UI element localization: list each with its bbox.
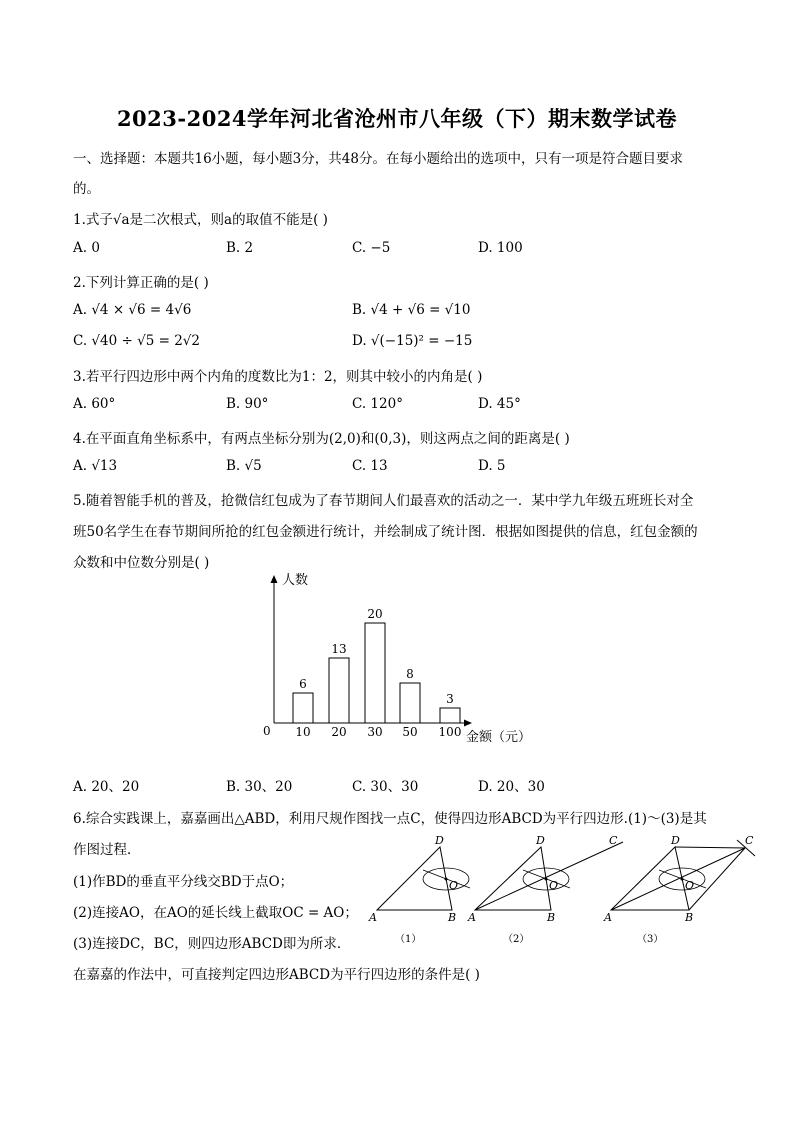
- q3-option-a[interactable]: A. 60°: [73, 396, 116, 412]
- fig1-label-b: B: [448, 911, 457, 924]
- bar-value-label-100: 3: [446, 692, 454, 706]
- figure-3: [603, 834, 755, 945]
- q6-step-1: (1)作BD的垂直平分线交BD于点O；: [73, 874, 294, 890]
- fig1-caption: （1）: [395, 934, 422, 945]
- q3-option-b[interactable]: B. 90°: [226, 396, 269, 412]
- fig2-label-o: O: [549, 879, 559, 892]
- q5-line-2: 班50名学生在春节期间所抢的红包金额进行统计，并绘制成了统计图．根据如图提供的信息，红包金额的: [73, 524, 698, 540]
- q5-option-a[interactable]: A. 20、20: [73, 779, 140, 795]
- x-axis-label: 金额（元）: [466, 730, 532, 745]
- q5-line-1: 5.随着智能手机的普及，抢微信红包成为了春节期间人们最喜欢的活动之一．某中学九年级五班班长对全: [73, 493, 694, 509]
- fig2-caption: （2）: [503, 934, 530, 945]
- q4-stem: 4.在平面直角坐标系中，有两点坐标分别为(2,0)和(0,3)，则这两点之间的距离是( ): [73, 431, 570, 447]
- fig1-label-d: D: [435, 834, 444, 847]
- q6-line-last: 在嘉嘉的作法中，可直接判定四边形ABCD为平行四边形的条件是( ): [73, 967, 480, 983]
- fig2-label-d: D: [536, 834, 545, 847]
- y-axis-label: 人数: [282, 573, 309, 588]
- q2-option-a[interactable]: A. √4 × √6 = 4√6: [73, 302, 192, 318]
- q3-stem: 3.若平行四边形中两个内角的度数比为1：2，则其中较小的内角是( ): [73, 369, 483, 385]
- bar-20: [329, 658, 349, 723]
- construction-figures: [365, 832, 765, 952]
- q1-stem: 1.式子√a是二次根式，则a的取值不能是( ): [73, 212, 328, 228]
- q6-step-3: (3)连接DC，BC，则四边形ABCD即为所求．: [73, 936, 351, 952]
- fig3-label-b: B: [685, 911, 694, 924]
- fig1-label-o: O: [449, 879, 459, 892]
- x-tick-label-30: 30: [367, 725, 383, 739]
- fig3-label-d: D: [671, 834, 680, 847]
- fig2-label-b: B: [547, 911, 556, 924]
- q5-option-d[interactable]: D. 20、30: [478, 779, 545, 795]
- q1-option-a[interactable]: A. 0: [73, 240, 100, 256]
- q4-option-c[interactable]: C. 13: [352, 458, 388, 474]
- q2-option-c[interactable]: C. √40 ÷ √5 = 2√2: [73, 333, 200, 349]
- q3-option-d[interactable]: D. 45°: [478, 396, 521, 412]
- figure-1: [368, 834, 470, 945]
- q2-stem: 2.下列计算正确的是( ): [73, 275, 209, 291]
- q1-option-b[interactable]: B. 2: [226, 240, 254, 256]
- bar-100: [440, 708, 460, 723]
- q5-option-c[interactable]: C. 30、30: [352, 779, 419, 795]
- q6-line-2: 作图过程．: [73, 842, 141, 858]
- q2-option-d[interactable]: D. √(−15)² = −15: [352, 333, 473, 349]
- fig2-label-a: A: [468, 911, 476, 924]
- fig2-label-c: C: [609, 834, 618, 847]
- fig3-label-c: C: [745, 834, 754, 847]
- bar-value-label-10: 6: [299, 677, 307, 691]
- fig3-caption: （3）: [637, 934, 664, 945]
- x-axis-arrow: [464, 720, 472, 727]
- bar-value-label-50: 8: [406, 667, 414, 681]
- q5-option-b[interactable]: B. 30、20: [226, 779, 293, 795]
- q2-option-b[interactable]: B. √4 + √6 = √10: [352, 302, 471, 318]
- q4-option-b[interactable]: B. √5: [226, 458, 262, 474]
- bar-value-label-30: 20: [367, 607, 383, 621]
- q6-line-1: 6.综合实践课上，嘉嘉画出△ABD，利用尺规作图找一点C，使得四边形ABCD为平行四边形.(1)～(3)是其: [73, 811, 707, 827]
- q5-line-3: 众数和中位数分别是( ): [73, 555, 210, 571]
- section-heading-line-1: 一、选择题：本题共16小题，每小题3分，共48分。在每小题给出的选项中，只有一项是符合题目要求: [73, 151, 683, 167]
- figure-2: [467, 834, 623, 945]
- origin-label: 0: [263, 724, 271, 738]
- fig1-label-a: A: [369, 911, 377, 924]
- fig3-label-o: O: [685, 879, 695, 892]
- page-title: 2023-2024学年河北省沧州市八年级（下）期末数学试卷: [116, 106, 678, 131]
- bar-10: [293, 693, 313, 723]
- q4-option-d[interactable]: D. 5: [478, 458, 506, 474]
- x-tick-label-10: 10: [295, 725, 311, 739]
- bar-50: [400, 683, 420, 723]
- bar-value-label-20: 13: [331, 642, 347, 656]
- q3-option-c[interactable]: C. 120°: [352, 396, 403, 412]
- bar-chart: [250, 565, 550, 750]
- q4-option-a[interactable]: A. √13: [73, 458, 118, 474]
- section-heading-line-2: 的。: [73, 181, 100, 197]
- y-axis-arrow: [271, 575, 278, 583]
- x-tick-label-20: 20: [331, 725, 347, 739]
- fig3-label-a: A: [604, 911, 612, 924]
- q1-option-c[interactable]: C. −5: [352, 240, 391, 256]
- x-tick-label-100: 100: [438, 725, 462, 739]
- bar-30: [365, 623, 385, 723]
- q1-option-d[interactable]: D. 100: [478, 240, 523, 256]
- q6-step-2: (2)连接AO，在AO的延长线上截取OC = AO；: [73, 905, 358, 921]
- x-tick-label-50: 50: [402, 725, 418, 739]
